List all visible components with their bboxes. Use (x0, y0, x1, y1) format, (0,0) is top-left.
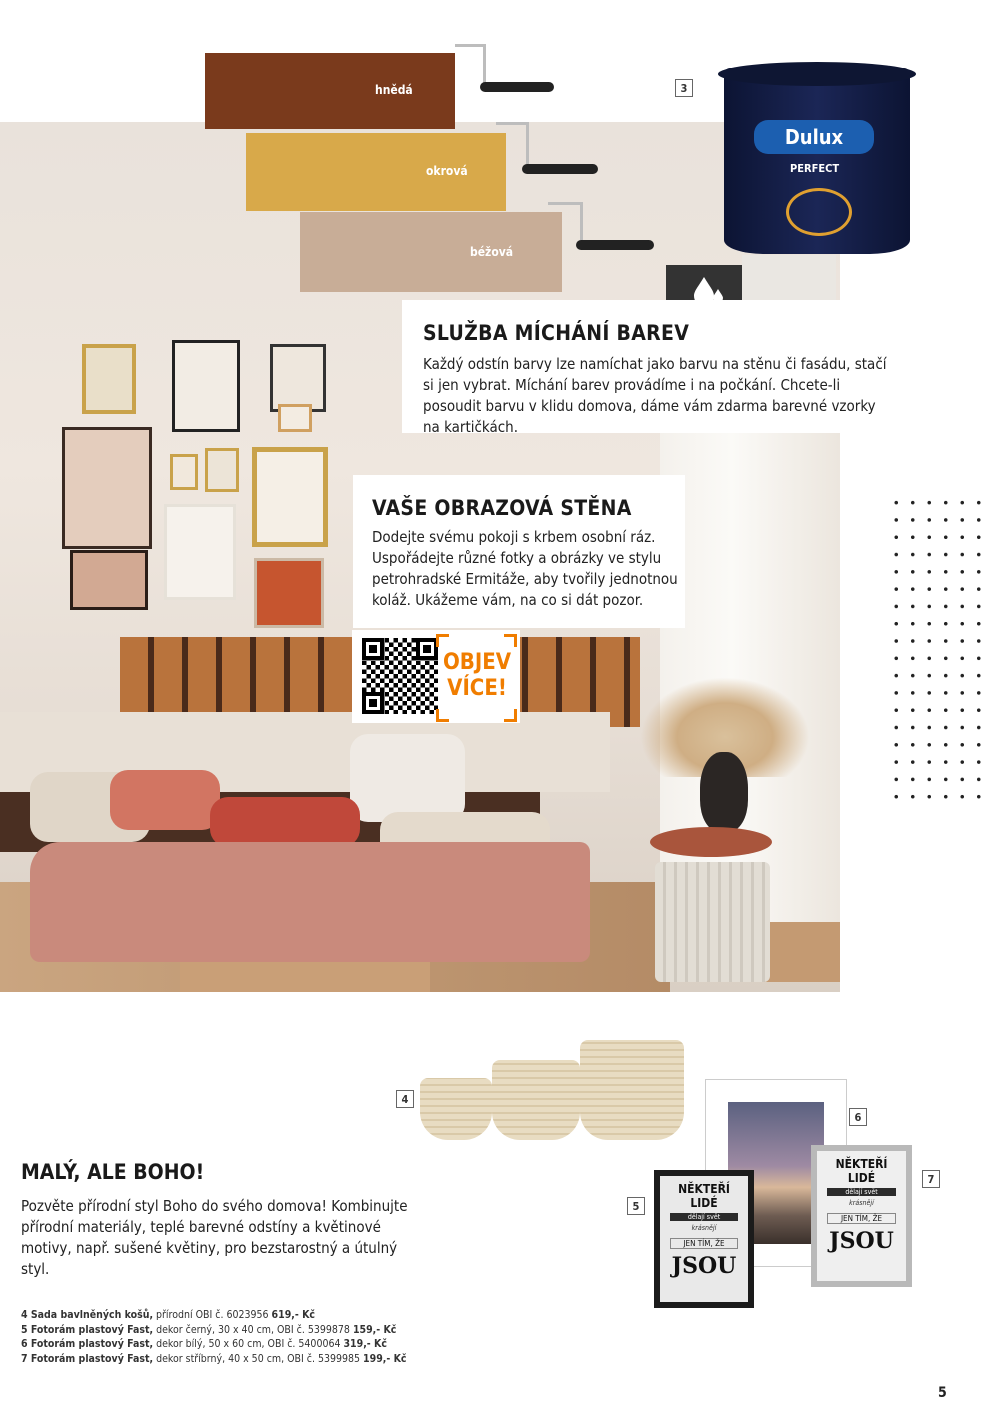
dot-pattern (888, 494, 988, 804)
vase (700, 752, 748, 832)
roller-grip (522, 164, 598, 174)
product-line-5 (21, 1323, 406, 1338)
page-number: 5 (938, 1385, 947, 1401)
wall-picture (205, 448, 239, 492)
product-number-6: 6 (849, 1108, 867, 1126)
product-number-7: 7 (922, 1170, 940, 1188)
product-name: 4 Sada bavlněných košů, (21, 1309, 154, 1321)
wall-picture (170, 454, 198, 490)
corner-bracket (504, 709, 517, 722)
product-line-7 (21, 1352, 406, 1367)
wall-picture (270, 344, 326, 412)
wall-picture (70, 550, 148, 610)
basket-medium (492, 1060, 580, 1140)
picture-wall-box (353, 475, 685, 628)
product-legend (21, 1308, 406, 1366)
roller-handle (496, 122, 529, 167)
wall-picture (164, 504, 236, 600)
roller-grip (576, 240, 654, 250)
product-number-5: 5 (627, 1197, 645, 1215)
product-name: 6 Fotorám plastový Fast, (21, 1338, 154, 1350)
product-number-4: 4 (396, 1090, 414, 1108)
side-table (655, 862, 770, 982)
frame-quote-line1: NĚKTEŘÍ LIDÉ (835, 1157, 888, 1185)
bucket-badge (786, 188, 852, 236)
wall-picture (62, 427, 152, 549)
frame-quote-line3: krásnějí (849, 1199, 874, 1207)
wall-picture (278, 404, 312, 432)
wall-picture (252, 447, 328, 547)
bucket-lid (718, 62, 916, 86)
side-table-top (650, 827, 772, 857)
swatch-brown (205, 53, 455, 129)
swatch-ochre (246, 133, 506, 211)
bucket-line: PERFECT (790, 162, 840, 175)
frame-quote-line2: dělají svět (827, 1188, 896, 1196)
pillow (110, 770, 220, 830)
basket-small (420, 1078, 492, 1140)
frame-quote-line5: JSOU (829, 1228, 894, 1254)
product-detail: přírodní OBI č. 6023956 (153, 1309, 272, 1321)
blanket (30, 842, 590, 962)
product-name: 7 Fotorám plastový Fast, (21, 1352, 154, 1365)
swatch-beige (300, 212, 562, 292)
qr-cta-text[interactable] (440, 638, 514, 714)
product-number-3: 3 (675, 79, 693, 97)
basket-large (580, 1040, 684, 1140)
frame-quote-line4: JEN TÍM, ŽE (670, 1238, 738, 1249)
qr-cta-line1: OBJEV (442, 650, 512, 675)
product-name: 5 Fotorám plastový Fast, (21, 1323, 154, 1336)
mixing-service-box (402, 300, 908, 436)
corner-bracket (504, 634, 517, 647)
swatch-label: okrová (426, 164, 468, 178)
swatch-label: béžová (470, 245, 514, 259)
roller-grip (480, 82, 554, 92)
boho-title: MALÝ, ALE BOHO! (21, 1160, 205, 1184)
product-detail: dekor bílý, 50 x 60 cm, OBI č. 5400064 (153, 1338, 344, 1350)
picture-wall-text: Dodejte svému pokoji s krbem osobní ráz. Uspořádejte různé fotky a obrázky ve stylu petrohradské Ermitáže, aby tvořily jednotnou koláž. Ukážeme vám, na co si dát pozor. (372, 528, 678, 609)
bucket-backdrop (742, 255, 836, 300)
dulux-logo: Dulux (754, 120, 874, 154)
product-line-6 (21, 1337, 406, 1352)
wall-picture (82, 344, 136, 414)
pillow (350, 734, 465, 822)
product-price: 619,- Kč (271, 1309, 315, 1321)
qr-code[interactable] (362, 638, 438, 714)
product-detail: dekor černý, 30 x 40 cm, OBI č. 5399878 (153, 1323, 353, 1336)
wall-picture (172, 340, 240, 432)
frame-quote-line5: JSOU (671, 1253, 737, 1279)
picture-wall-title: VAŠE OBRAZOVÁ STĚNA (372, 496, 632, 520)
qr-cta[interactable] (352, 630, 520, 723)
product-price: 319,- Kč (343, 1338, 387, 1350)
frame-quote-line1: NĚKTEŘÍ LIDÉ (678, 1182, 730, 1210)
mixing-service-title: SLUŽBA MÍCHÁNÍ BAREV (423, 321, 690, 345)
roller-handle (455, 44, 486, 87)
qr-cta-line2: VÍCE! (447, 676, 507, 701)
boho-text: Pozvěte přírodní styl Boho do svého domova! Kombinujte přírodní materiály, teplé barevné odstíny a květinové motivy, např. sušené květiny, pro bezstarostný a útulný styl. (21, 1197, 408, 1278)
product-price: 159,- Kč (352, 1323, 397, 1336)
frame-quote-line3: krásnějí (691, 1224, 717, 1232)
frame-quote-line2: dělají svět (670, 1213, 738, 1221)
pillow (210, 797, 360, 847)
product-price: 199,- Kč (363, 1352, 407, 1365)
mixing-service-text: Každý odstín barvy lze namíchat jako barvu na stěnu či fasádu, stačí si jen vybrat. Míchání barev provádíme i na počkání. Chcete-li posoudit barvu v klidu domova, dáme vám zdarma barevné vzorky na kartičkách. (423, 355, 887, 436)
frame-quote-line4: JEN TÍM, ŽE (827, 1213, 896, 1224)
swatch-label: hnědá (375, 83, 413, 97)
product-detail: dekor stříbrný, 40 x 50 cm, OBI č. 5399985 (153, 1352, 364, 1365)
product-line-4 (21, 1308, 406, 1323)
silver-photo-frame (811, 1145, 912, 1287)
wall-picture (254, 558, 324, 628)
black-photo-frame (654, 1170, 754, 1308)
